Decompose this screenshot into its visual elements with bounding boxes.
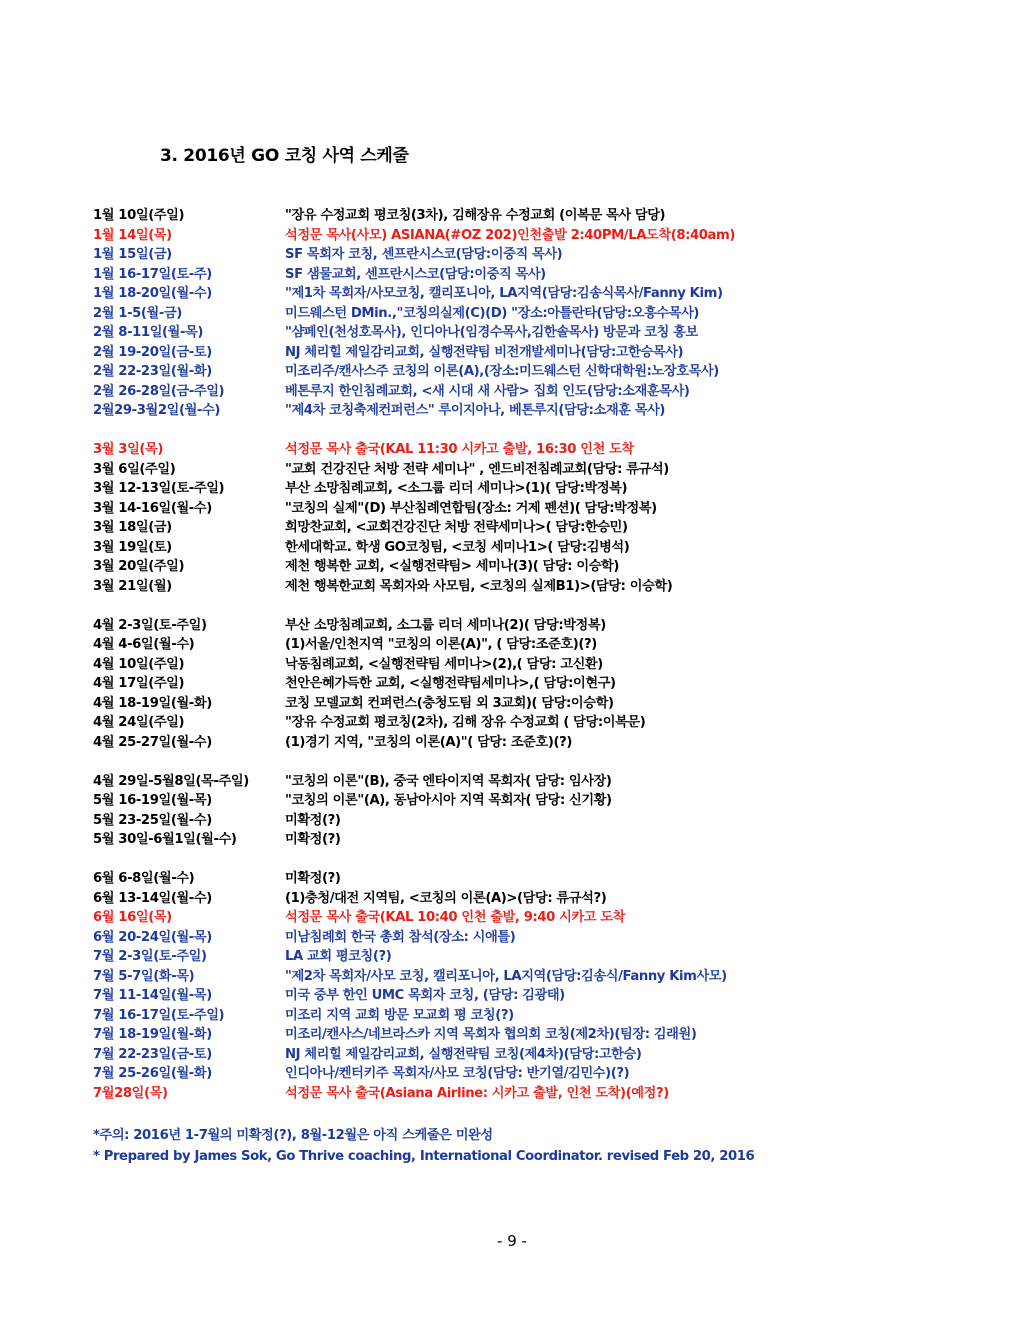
- schedule-event: 제천 행복한 교회, <실행전략팀> 세미나(3)( 담당: 이승학): [285, 559, 619, 574]
- schedule-date: 3월 18일(금): [93, 520, 172, 535]
- schedule-row: [93, 928, 993, 948]
- schedule-group: [93, 772, 993, 850]
- schedule-date: 6월 20-24일(월-목): [93, 929, 212, 945]
- schedule-date: 3월 20일(주일): [93, 559, 185, 574]
- schedule-event: 미조리주/캔사스주 코칭의 이론(A),(장소:미드웨스턴 신학대학원:노장호목사): [285, 364, 719, 379]
- schedule-date: 7월 11-14일(월-목): [93, 988, 212, 1003]
- schedule-event: 석정문 목사 출국(Asiana Airline: 시카고 출발, 인천 도착)(예정?): [285, 1085, 669, 1101]
- schedule-event: 천안은혜가득한 교회, <실행전략팀세미나>,( 담당:이현구): [285, 676, 616, 691]
- schedule-event: 낙동침례교회, <실행전략팀 세미나>(2),( 담당: 고신환): [285, 656, 603, 672]
- schedule-row: [93, 694, 993, 714]
- schedule-date: 3월 19일(토): [93, 539, 172, 555]
- schedule-date: 5월 23-25일(월-수): [93, 812, 212, 828]
- schedule-row: [93, 343, 993, 363]
- schedule-group: [93, 869, 993, 1103]
- schedule-row: [93, 830, 993, 850]
- schedule-event: 미조리/캔사스/네브라스카 지역 목회자 협의회 코칭(제2차)(팀장: 김래원): [285, 1027, 697, 1042]
- schedule-row: [93, 518, 993, 538]
- schedule-row: [93, 323, 993, 343]
- page-title: 3. 2016년 GO 코칭 사역 스케줄: [160, 146, 409, 166]
- page-number: - 9 -: [497, 1232, 527, 1250]
- schedule-group: [93, 440, 993, 596]
- schedule-date: 4월 4-6일(월-수): [93, 637, 195, 652]
- schedule-row: [93, 577, 993, 597]
- schedule-date: 7월 2-3일(토-주일): [93, 949, 207, 964]
- schedule-event: 미확정(?): [285, 812, 341, 828]
- schedule-row: [93, 499, 993, 519]
- schedule-date: 4월 18-19일(월-화): [93, 695, 212, 711]
- note-prepared-by: * Prepared by James Sok, Go Thrive coaching, International Coordinator. revised Feb 20, 2016: [93, 1149, 755, 1164]
- schedule-row: [93, 1045, 993, 1065]
- schedule-date: 4월 25-27일(월-수): [93, 734, 212, 750]
- schedule-event: 부산 소망침례교회, <소그룹 리더 세미나>(1)( 담당:박정복): [285, 481, 628, 496]
- schedule-date: 2월 19-20일(금-토): [93, 344, 212, 360]
- schedule-date: 7월 18-19일(월-화): [93, 1027, 212, 1042]
- schedule-event: (1)서울/인천지역 "코칭의 이론(A)", ( 담당:조준호)(?): [285, 637, 597, 652]
- schedule-event: 미확정(?): [285, 871, 341, 886]
- schedule-group: [93, 206, 993, 421]
- schedule-date: 3월 21일(월): [93, 578, 172, 594]
- schedule-row: [93, 967, 993, 987]
- schedule-date: 3월 14-16일(월-수): [93, 500, 212, 516]
- schedule-date: 1월 18-20일(월-수): [93, 286, 212, 301]
- schedule-row: [93, 226, 993, 246]
- schedule-date: 1월 16-17일(토-주): [93, 266, 212, 282]
- schedule-row: [93, 401, 993, 421]
- schedule-date: 1월 10일(주일): [93, 208, 185, 223]
- note-unconfirmed: *주의: 2016년 1-7월의 미확정(?), 8월-12월은 아직 스케줄은 미완성: [93, 1128, 493, 1143]
- schedule-event: 미드웨스턴 DMin.,"코칭의실제(C)(D) "장소:아틀란타(담당:오흥수목사): [285, 305, 700, 321]
- schedule-event: LA 교회 평코칭(?): [285, 949, 392, 964]
- schedule-row: [93, 265, 993, 285]
- schedule-row: [93, 557, 993, 577]
- schedule-event: 한세대학교. 학생 GO코칭팀, <코칭 세미나1>( 담당:김병석): [285, 539, 630, 555]
- schedule-row: [93, 1025, 993, 1045]
- schedule-row: [93, 635, 993, 655]
- schedule-row: [93, 1064, 993, 1084]
- schedule-list: [93, 206, 993, 1123]
- schedule-date: 7월 16-17일(토-주일): [93, 1007, 225, 1023]
- schedule-date: 6월 6-8일(월-수): [93, 871, 195, 886]
- schedule-row: [93, 889, 993, 909]
- schedule-date: 5월 16-19일(월-목): [93, 793, 212, 808]
- schedule-date: 3월 3일(목): [93, 442, 164, 457]
- schedule-date: 7월 22-23일(금-토): [93, 1046, 212, 1062]
- notes: [93, 1125, 754, 1167]
- schedule-event: NJ 체리힐 제일감리교회, 실행전략팀 코칭(제4차)(담당:고한승): [285, 1046, 642, 1062]
- schedule-date: 2월 22-23일(월-화): [93, 364, 212, 379]
- schedule-event: "제4차 코칭축제컨퍼런스" 루이지아나, 베톤루지(담당:소재훈 목사): [285, 403, 666, 418]
- schedule-event: 미남침례회 한국 총회 참석(장소: 시애틀): [285, 929, 516, 945]
- schedule-row: [93, 908, 993, 928]
- schedule-row: [93, 362, 993, 382]
- schedule-row: [93, 655, 993, 675]
- schedule-event: "교회 건강진단 처방 전략 세미나" , 엔드비전침례교회(담당: 류규석): [285, 461, 669, 477]
- schedule-date: 2월 1-5(월-금): [93, 305, 182, 321]
- schedule-event: 석정문 목사(사모) ASIANA(#OZ 202)인천출발 2:40PM/LA도착(8:40am): [285, 227, 736, 243]
- schedule-date: 7월 25-26일(월-화): [93, 1066, 212, 1081]
- schedule-date: 4월 10일(주일): [93, 656, 185, 672]
- schedule-date: 4월 29일-5월8일(목-주일): [93, 773, 249, 789]
- schedule-event: 미국 중부 한인 UMC 목회자 코칭, (담당: 김광태): [285, 988, 565, 1003]
- schedule-row: [93, 869, 993, 889]
- schedule-row: [93, 460, 993, 480]
- schedule-event: 석정문 목사 출국(KAL 11:30 시카고 출발, 16:30 인천 도착: [285, 442, 634, 457]
- schedule-event: "코칭의 이론"(A), 동남아시아 지역 목회자( 담당: 신기황): [285, 793, 612, 808]
- schedule-date: 3월 6일(주일): [93, 461, 176, 477]
- schedule-event: 희망찬교회, <교회건강진단 처방 전략세미나>( 담당:한승민): [285, 520, 628, 535]
- schedule-date: 4월 17일(주일): [93, 676, 185, 691]
- schedule-row: [93, 206, 993, 226]
- schedule-event: NJ 체리힐 제일감리교회, 실행전략팀 비전개발세미나(담당:고한승목사): [285, 344, 684, 360]
- schedule-event: "제1차 목회자/사모코칭, 캘리포니아, LA지역(담당:김송식목사/Fanny Kim): [285, 286, 723, 301]
- schedule-row: [93, 733, 993, 753]
- schedule-row: [93, 947, 993, 967]
- schedule-event: 석정문 목사 출국(KAL 10:40 인천 출발, 9:40 시카고 도착: [285, 910, 625, 925]
- schedule-event: SF 샘물교회, 센프란시스코(담당:이중직 목사): [285, 266, 546, 282]
- schedule-row: [93, 772, 993, 792]
- schedule-date: 4월 24일(주일): [93, 715, 185, 730]
- schedule-date: 1월 15일(금): [93, 247, 172, 262]
- schedule-event: "코칭의 이론"(B), 중국 엔타이지역 목회자( 담당: 임사장): [285, 773, 612, 789]
- schedule-row: [93, 986, 993, 1006]
- schedule-date: 3월 12-13일(토-주일): [93, 481, 225, 496]
- schedule-date: 5월 30일-6월1일(월-수): [93, 832, 237, 847]
- schedule-event: 부산 소망침례교회, 소그룹 리더 세미나(2)( 담당:박정복): [285, 617, 606, 633]
- schedule-row: [93, 245, 993, 265]
- schedule-date: 1월 14일(목): [93, 227, 172, 243]
- schedule-event: "제2차 목회자/사모 코칭, 캘리포니아, LA지역(담당:김송식/Fanny Kim사모): [285, 968, 727, 984]
- schedule-row: [93, 713, 993, 733]
- schedule-event: 제천 행복한교회 목회자와 사모팀, <코칭의 실제B1)>(담당: 이승학): [285, 578, 673, 594]
- schedule-event: "장유 수정교회 평코칭(2차), 김해 장유 수정교회 ( 담당:이복문): [285, 715, 646, 730]
- schedule-row: [93, 811, 993, 831]
- schedule-row: [93, 304, 993, 324]
- schedule-date: 2월 26-28일(금-주일): [93, 383, 225, 399]
- schedule-date: 7월28일(목): [93, 1085, 168, 1101]
- schedule-event: SF 목회자 코칭, 센프란시스코(담당:이중직 목사): [285, 247, 563, 262]
- schedule-row: [93, 440, 993, 460]
- schedule-row: [93, 284, 993, 304]
- schedule-event: "샴페인(천성호목사), 인디아나(임경수목사,김한솔목사) 방문과 코칭 홍보: [285, 325, 698, 340]
- schedule-row: [93, 616, 993, 636]
- schedule-event: 미확정(?): [285, 832, 341, 847]
- schedule-date: 7월 5-7일(화-목): [93, 968, 195, 984]
- schedule-event: (1)경기 지역, "코칭의 이론(A)"( 담당: 조준호)(?): [285, 734, 572, 750]
- schedule-group: [93, 616, 993, 753]
- schedule-date: 4월 2-3일(토-주일): [93, 617, 207, 633]
- schedule-row: [93, 538, 993, 558]
- schedule-row: [93, 791, 993, 811]
- schedule-date: 6월 16일(목): [93, 910, 172, 925]
- schedule-date: 6월 13-14일(월-수): [93, 890, 212, 906]
- schedule-row: [93, 1006, 993, 1026]
- schedule-date: 2월29-3월2일(월-수): [93, 403, 220, 418]
- schedule-event: "코칭의 실제"(D) 부산침례연합팀(장소: 거제 펜션)( 담당:박정복): [285, 500, 657, 516]
- schedule-event: (1)충청/대전 지역팀, <코칭의 이론(A)>(담당: 류규석?): [285, 890, 607, 906]
- schedule-row: [93, 382, 993, 402]
- schedule-event: 인디아나/켄터키주 목회자/사모 코칭(담당: 반기열/김민수)(?): [285, 1066, 630, 1081]
- schedule-row: [93, 674, 993, 694]
- schedule-row: [93, 1084, 993, 1104]
- schedule-row: [93, 479, 993, 499]
- schedule-event: 미조리 지역 교회 방문 모교회 평 코칭(?): [285, 1007, 514, 1023]
- schedule-event: 코칭 모델교회 컨퍼런스(충청도팀 외 3교회)( 담당:이승학): [285, 695, 614, 711]
- schedule-event: "장유 수정교회 평코칭(3차), 김해장유 수정교회 (이복문 목사 담당): [285, 208, 666, 223]
- schedule-date: 2월 8-11일(월-목): [93, 325, 204, 340]
- schedule-event: 베톤루지 한인침례교회, <새 시대 새 사람> 집회 인도(담당:소재훈목사): [285, 383, 690, 399]
